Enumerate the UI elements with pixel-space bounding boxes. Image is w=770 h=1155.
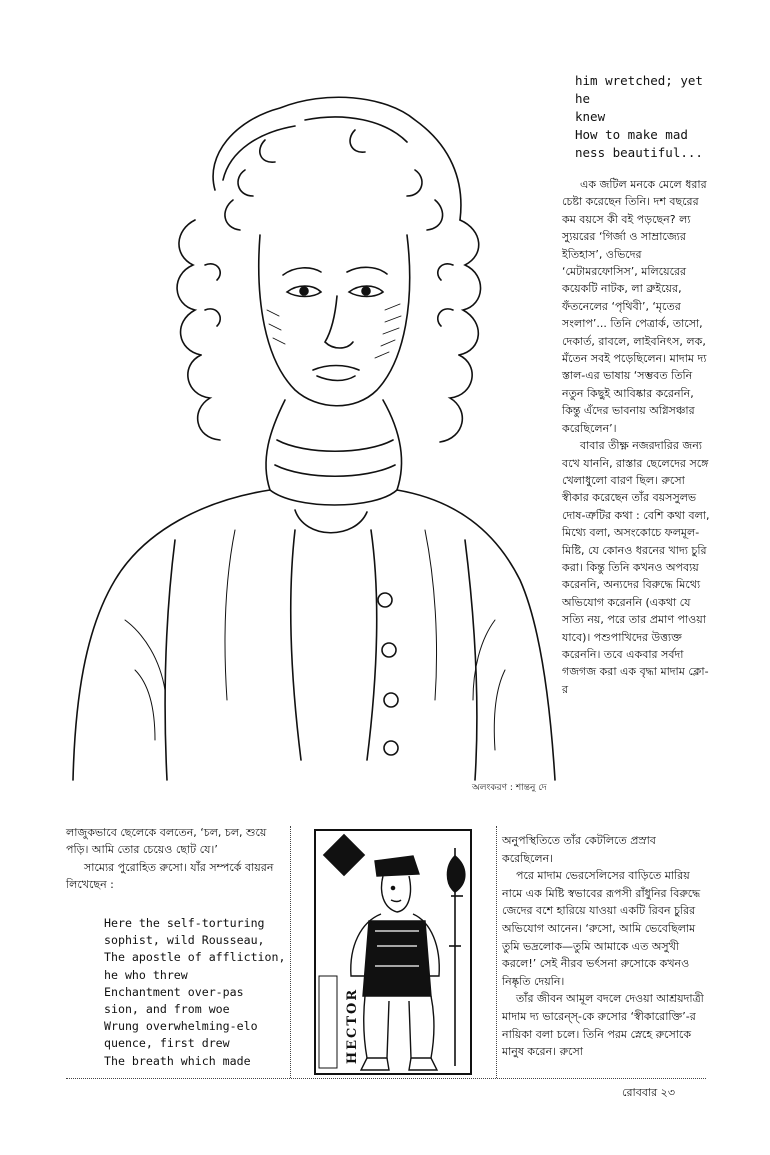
hector-playing-card	[305, 826, 495, 1078]
card-name: HECTOR	[345, 987, 360, 1065]
poem-line: Here the self-torturing	[104, 916, 265, 930]
poem-line: The breath which made	[104, 1053, 251, 1068]
column-divider	[496, 826, 497, 1078]
wig-curls	[177, 97, 480, 442]
illustration-credit: অলংকরণ : শান্তনু দে	[472, 783, 547, 793]
paragraph: এক জটিল মনকে মেলে ধরার চেষ্টা করেছেন তিনি। দশ বছরের কম বয়সে কী বই পড়ছেন? ল্য স্যুয়রের ‘গির্জা ও সাম্রাজ্যের ইতিহাস’, ওভিদের ‘মেটামরফোসিস’, মলিয়েরের কয়েকটি নাটক, লা ব্রুইয়ের, ফঁতনেলের ‘পৃথিবী’, ‘মৃতের সংলাপ’... তিনি পেত্রার্ক, তাসো, দেকার্ত, রাবলে, লাইবনিৎস, লক, মঁতেন সবই পড়েছিলেন। মাদাম দ্য স্তাল-এর ভাষায় ‘সম্ভবত তিনি নতুন কিছুই আবিষ্কার করেননি, কিন্তু এঁদের ভাবনায় অগ্নিসঞ্চার করেছিলেন’।	[562, 178, 707, 435]
poem-line: sion, and from woe	[104, 1002, 230, 1017]
paragraph: বাবার তীক্ষ্ণ নজরদারির জন্য বখে যাননি, রাস্তার ছেলেদের সঙ্গে খেলাধুলো বারণ ছিল। রুসো স্বীকার করেছেন তাঁর বয়সসুলভ দোষ-ত্রুটির কথা : বেশি কথা বলা, মিথ্যে বলা, অসংকোচে ফলমূল-মিষ্টি, যে কোনও ধরনের খাদ্য চুরি করা। কিন্তু তিনি কখনও অপব্যয় করেননি, অন্যদের বিরুদ্ধে মিথ্যে অভিযোগ করেননি (একথা যে সত্যি নয়, পরে তার প্রমাণ পাওয়া যাবে)। পশুপাখিদের উত্ত্যক্ত করেননি। তবে একবার সর্বদা গজগজ করা এক বৃদ্ধা মাদাম ক্লো-র	[562, 439, 710, 696]
poem-line: ness beautiful...	[575, 145, 703, 160]
paragraph: পরে মাদাম ভেরসেলিসের বাড়িতে মারিয় নামে এক মিষ্টি স্বভাবের রূপসী রাঁধুনির বিরুদ্ধে জেদের বশে হারিয়ে যাওয়া একটি রিবন চুরির অভিযোগ আনেন। ‘রুসো, আমি ভেবেছিলাম তুমি ভদ্রলোক—তুমি আমাকে এত অসুখী করলে!’ সেই নীরব ভর্ৎসনা রুসোকে কখনও নিষ্কৃতি দেয়নি।	[502, 869, 701, 988]
paragraph: লাজুকভাবে ছেলেকে বলতেন, ‘চল, চল, শুয়ে পড়ি। আমি তোর চেয়েও ছোট যে।’	[66, 826, 267, 857]
right-column-text	[562, 176, 714, 698]
column-divider	[290, 826, 291, 1078]
paragraph: অনুপস্থিতিতে তাঁর কেটলিতে প্রস্রাব করেছিলেন।	[502, 834, 656, 865]
poem-line: knew	[575, 109, 606, 124]
poem-line: him wretched; yet	[575, 73, 703, 88]
bottom-left-text	[66, 824, 286, 894]
bottom-right-text	[502, 832, 707, 1061]
poem-line: The apostle of affliction,	[104, 950, 286, 965]
poem-line: he	[575, 91, 591, 106]
poem-line: How to make mad	[575, 127, 688, 142]
paragraph: সাম্যের পুরোহিত রুসো। যাঁর সম্পর্কে বায়রন লিখেছেন :	[66, 860, 274, 892]
page-folio: রোববার ২৩	[622, 1086, 675, 1099]
poem-excerpt-top	[575, 72, 765, 162]
poem-line: quence, first drew	[104, 1036, 230, 1051]
paragraph: তাঁর জীবন আমূল বদলে দেওয়া আশ্রয়দাত্রী মাদাম দ্য ভারেন্‌স্‌-কে রুসোর ‘স্বীকারোক্তি’-র নায়িকা বলা চলে। তিনি পরম স্নেহে রুসোকে মানুষ করেন। রুসো	[502, 992, 704, 1059]
poem-line: he who threw	[104, 967, 188, 982]
poem-line: Wrung overwhelming-elo	[104, 1019, 258, 1034]
poem-line: Enchantment over-pas	[104, 984, 244, 999]
poem-line: sophist, wild Rousseau,	[104, 933, 265, 948]
rousseau-portrait-illustration	[55, 60, 565, 800]
bottom-rule	[66, 1078, 706, 1079]
coat-left	[73, 490, 270, 780]
byron-poem	[104, 915, 304, 1070]
